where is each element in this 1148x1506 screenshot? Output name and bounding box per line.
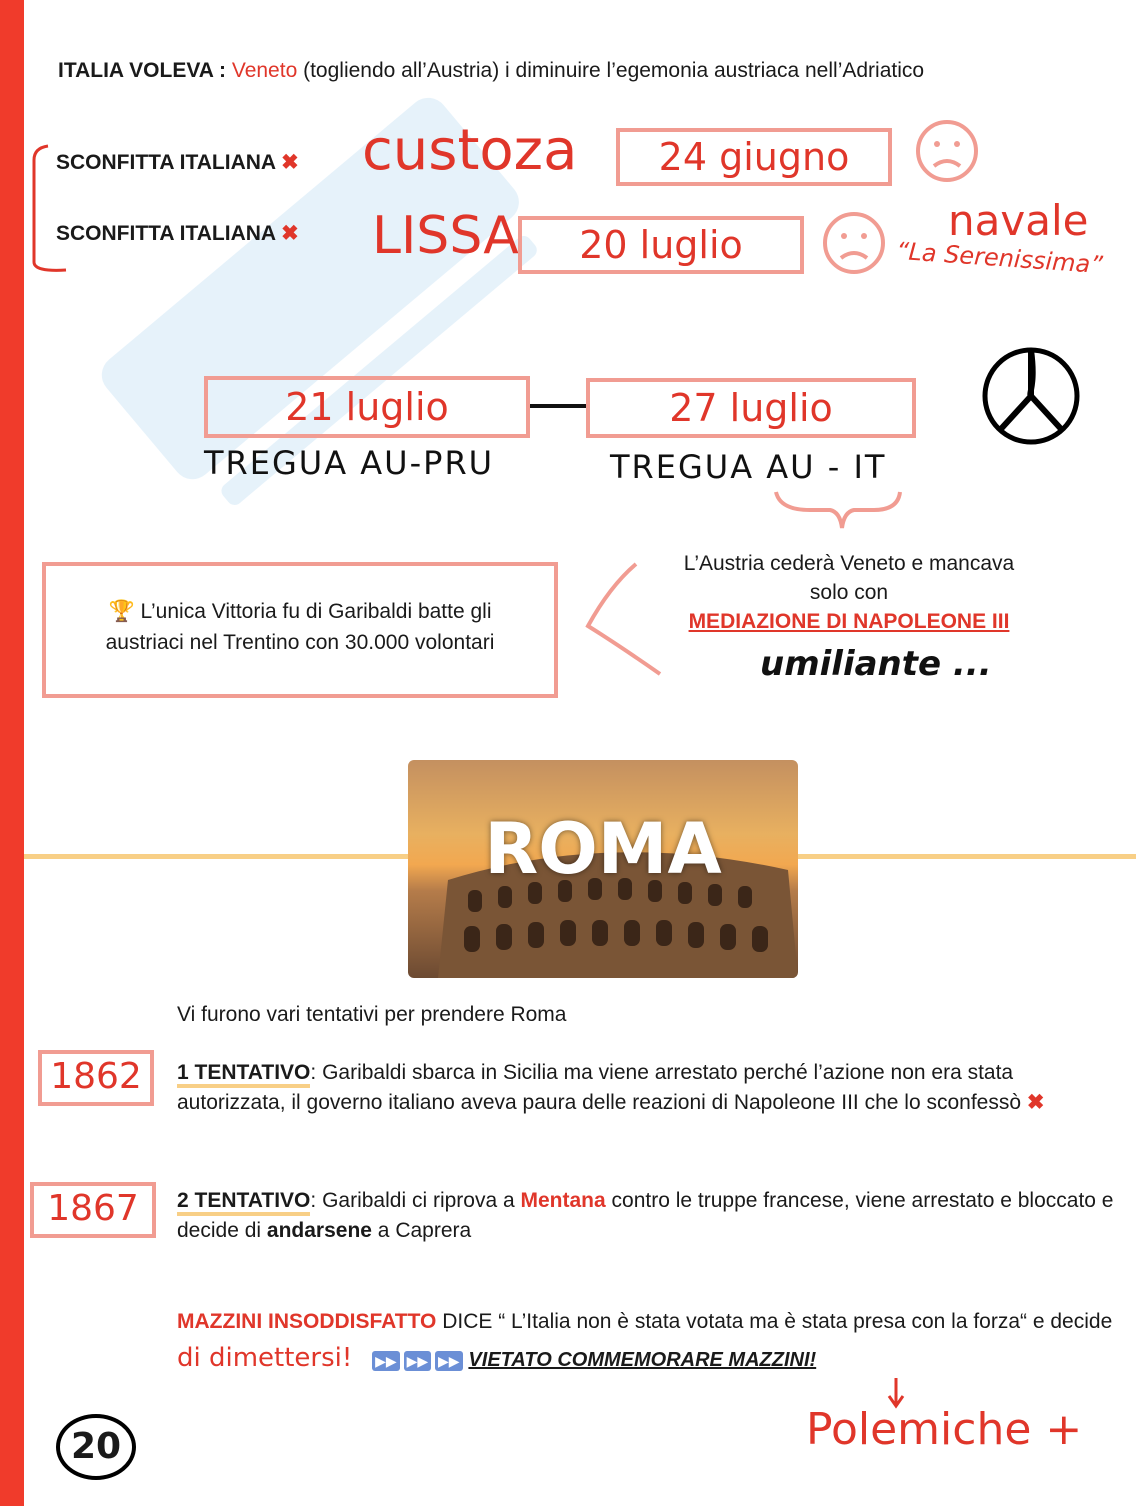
mazzini-paragraph: MAZZINI INSODDISFATTO DICE “ L’Italia non è stata votata ma è stata presa con la forza“ e decide di dimettersi! ▶▶ ▶▶ ▶▶ VIETATO COMMEMORARE MAZZINI! bbox=[177, 1304, 1127, 1379]
fast-forward-icon: ▶▶ ▶▶ ▶▶ bbox=[372, 1343, 462, 1379]
banned-text: VIETATO COMMEMORARE MAZZINI! bbox=[468, 1349, 817, 1371]
image-title: ROMA bbox=[484, 808, 722, 890]
year-1867: 1867 bbox=[30, 1182, 156, 1238]
truce-label-2: TREGUA AU - IT bbox=[610, 448, 887, 486]
truce-date-2: 27 luglio bbox=[586, 378, 916, 438]
humiliating-note: umiliante ... bbox=[760, 644, 992, 684]
mediation-link: MEDIAZIONE DI NAPOLEONE III bbox=[688, 610, 1010, 633]
page-number: 20 bbox=[56, 1414, 136, 1480]
resign-note: di dimettersi! bbox=[177, 1343, 353, 1373]
trophy-icon: 🏆 bbox=[108, 600, 135, 623]
naval-note: navale bbox=[948, 196, 1089, 245]
underbrace bbox=[770, 488, 910, 544]
attempts-intro: Vi furono vari tentativi per prendere Roma bbox=[177, 1003, 567, 1026]
attempt-2: 2 TENTATIVO: Garibaldi ci riprova a Mentana contro le truppe francese, viene arrestato e bloccato e decide di andarsene a Caprera bbox=[177, 1189, 1114, 1242]
defeat-date-2: 20 luglio bbox=[518, 216, 804, 274]
truce-date-1: 21 luglio bbox=[204, 376, 530, 438]
margin-bar bbox=[0, 0, 24, 1506]
victory-box: 🏆 L’unica Vittoria fu di Garibaldi batte gli austriaci nel Trentino con 30.000 volontari bbox=[42, 562, 558, 698]
peace-icon bbox=[978, 346, 1084, 446]
truce-label-1: TREGUA AU-PRU bbox=[204, 444, 495, 482]
sad-face-icon bbox=[910, 118, 984, 184]
cross-icon: ✖ bbox=[281, 151, 299, 174]
defeat-date-1: 24 giugno bbox=[616, 128, 892, 186]
sad-face-icon bbox=[818, 210, 890, 276]
intro-line: ITALIA VOLEVA : Veneto (togliendo all’Austria) i diminuire l’egemonia austriaca nell’Adriatico bbox=[58, 59, 925, 82]
cross-icon: ✖ bbox=[1026, 1091, 1045, 1114]
truce-connector bbox=[530, 404, 588, 408]
colosseum-image bbox=[408, 760, 798, 978]
polemiche-note: Polemiche + bbox=[806, 1404, 1083, 1455]
defeat-label-1: SCONFITTA ITALIANA ✖ bbox=[56, 151, 299, 174]
defeat-place-1: custoza bbox=[362, 118, 578, 183]
serenissima-note: “La Serenissima” bbox=[895, 236, 1104, 280]
defeat-label-2: SCONFITTA ITALIANA ✖ bbox=[56, 222, 299, 245]
cross-icon: ✖ bbox=[281, 222, 299, 245]
defeat-place-2: LISSA bbox=[372, 206, 519, 266]
attempt-1: 1 TENTATIVO: Garibaldi sbarca in Sicilia ma viene arrestato perché l’azione non era stata autorizzata, il governo italiano aveva paura delle reazioni di Napoleone III che lo sconfessò ✖ bbox=[177, 1061, 1045, 1114]
year-1862: 1862 bbox=[38, 1050, 154, 1106]
mediation-text: L’Austria cederà Veneto e mancava solo con MEDIAZIONE DI NAPOLEONE III bbox=[640, 549, 1058, 636]
